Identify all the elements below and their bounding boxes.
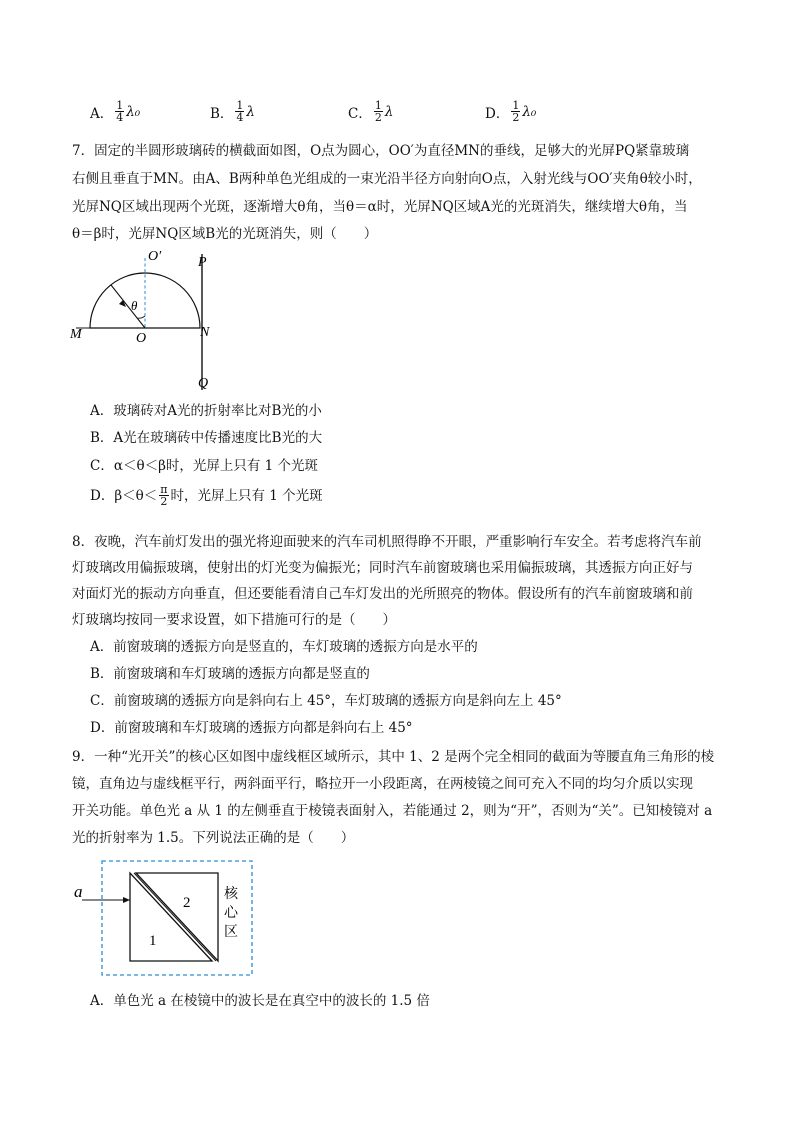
q7-choice-a: A．玻璃砖对A光的折射率比对B光的小 — [90, 403, 322, 419]
q6-option-b: B． $\frac{1}{4}$ λ — [210, 99, 255, 124]
ray-arrow-icon — [123, 897, 130, 903]
label-m: M — [70, 327, 82, 342]
fraction: $\frac{1}{2}$ — [374, 99, 382, 124]
q8-stem-line-3: 对面灯光的振动方向垂直，但还要能看清自己车灯发出的光所照亮的物体。假设所有的汽车前窗玻璃和前 — [72, 586, 693, 602]
q8-choice-d: D．前窗玻璃和车灯玻璃的透振方向都是斜向右上 45° — [90, 720, 413, 736]
q8-stem-line-4: 灯玻璃均按同一要求设置，如下措施可行的是（ ） — [72, 612, 396, 628]
label-p: P — [198, 255, 207, 270]
label-a: a — [74, 882, 83, 901]
q9-stem-line-3: 开关功能。单色光 a 从 1 的左侧垂直于棱镜表面射入，若能通过 2，则为“开”，否则为“关”。已知棱镜对 a — [72, 803, 713, 819]
q9-prism-figure — [68, 855, 260, 983]
q6-option-a: A． $\frac{1}{4}$ λ₀ — [90, 99, 141, 124]
q7-choice-b: B．A光在玻璃砖中传播速度比B光的大 — [90, 430, 323, 446]
q7-stem-line-1: 7．固定的半圆形玻璃砖的横截面如图，O点为圆心，OO′为直径MN的垂线，足够大的光屏PQ紧靠玻璃 — [72, 143, 690, 159]
fraction: $\frac{\pi}{2}$ — [160, 483, 168, 508]
q9-stem-line-4: 光的折射率为 1.5。下列说法正确的是（ ） — [72, 830, 355, 846]
q6-options — [90, 100, 730, 130]
q9-stem-line-2: 镜，直角边与虚线框平行，两斜面平行，略拉开一小段距离，在两棱镜之间可充入不同的均匀介质以实现 — [72, 776, 693, 792]
q9-choice-a: A．单色光 a 在棱镜中的波长是在真空中的波长的 1.5 倍 — [90, 993, 430, 1009]
q8-stem-line-1: 8．夜晚，汽车前灯发出的强光将迎面驶来的汽车司机照得睁不开眼，严重影响行车安全。若考虑将汽车前 — [72, 534, 702, 550]
label-o: O — [136, 331, 147, 346]
q7-semicircle-figure — [68, 246, 228, 394]
angle-arc — [137, 316, 145, 318]
label-core-3: 区 — [224, 924, 238, 940]
q7-stem-line-3: 光屏NQ区域出现两个光斑，逐渐增大θ角，当θ＝α时，光屏NQ区域A光的光斑消失，继续增大θ角，当 — [72, 199, 688, 215]
label-o-prime: O′ — [148, 249, 162, 264]
q8-choice-a: A．前窗玻璃的透振方向是竖直的，车灯玻璃的透振方向是水平的 — [90, 639, 478, 655]
label-prism-1: 1 — [149, 933, 157, 949]
prism-gap-line — [134, 873, 216, 961]
label-q: Q — [198, 376, 209, 391]
fraction: $\frac{1}{4}$ — [116, 99, 124, 124]
q9-stem-line-1: 9．一种“光开关”的核心区如图中虚线框区域所示，其中 1、2 是两个完全相同的截面为等腰直角三角形的棱 — [72, 749, 715, 765]
q7-stem-line-4: θ＝β时，光屏NQ区域B光的光斑消失，则（ ） — [72, 226, 378, 242]
q7-choice-d: D．β＜θ＜ $\frac{\pi}{2}$ 时，光屏上只有 1 个光斑 — [90, 483, 323, 508]
label-theta: θ — [131, 298, 138, 313]
q8-stem-line-2: 灯玻璃改用偏振玻璃，使射出的灯光变为偏振光；同时汽车前窗玻璃也采用偏振玻璃，其透振方向正好与 — [72, 560, 693, 576]
fraction: $\frac{1}{4}$ — [236, 99, 244, 124]
label-n: N — [200, 325, 210, 340]
fraction: $\frac{1}{2}$ — [512, 99, 520, 124]
q8-choice-b: B．前窗玻璃和车灯玻璃的透振方向都是竖直的 — [90, 666, 370, 682]
incident-ray — [111, 285, 145, 328]
q6-option-d: D． $\frac{1}{2}$ λ₀ — [485, 99, 537, 124]
q7-stem-line-2: 右侧且垂直于MN。由A、B两种单色光组成的一束光沿半径方向射向O点，入射光线与OO′夹角θ较小时， — [72, 171, 702, 187]
label-core-1: 核 — [224, 886, 238, 902]
q6-option-c: C． $\frac{1}{2}$ λ — [348, 99, 394, 124]
prism-1 — [130, 873, 212, 961]
q8-choice-c: C．前窗玻璃的透振方向是斜向右上 45°，车灯玻璃的透振方向是斜向左上 45° — [90, 693, 562, 709]
label-prism-2: 2 — [183, 895, 191, 911]
q7-choice-c: C．α＜θ＜β时，光屏上只有 1 个光斑 — [90, 458, 319, 474]
label-core-2: 心 — [224, 905, 238, 921]
